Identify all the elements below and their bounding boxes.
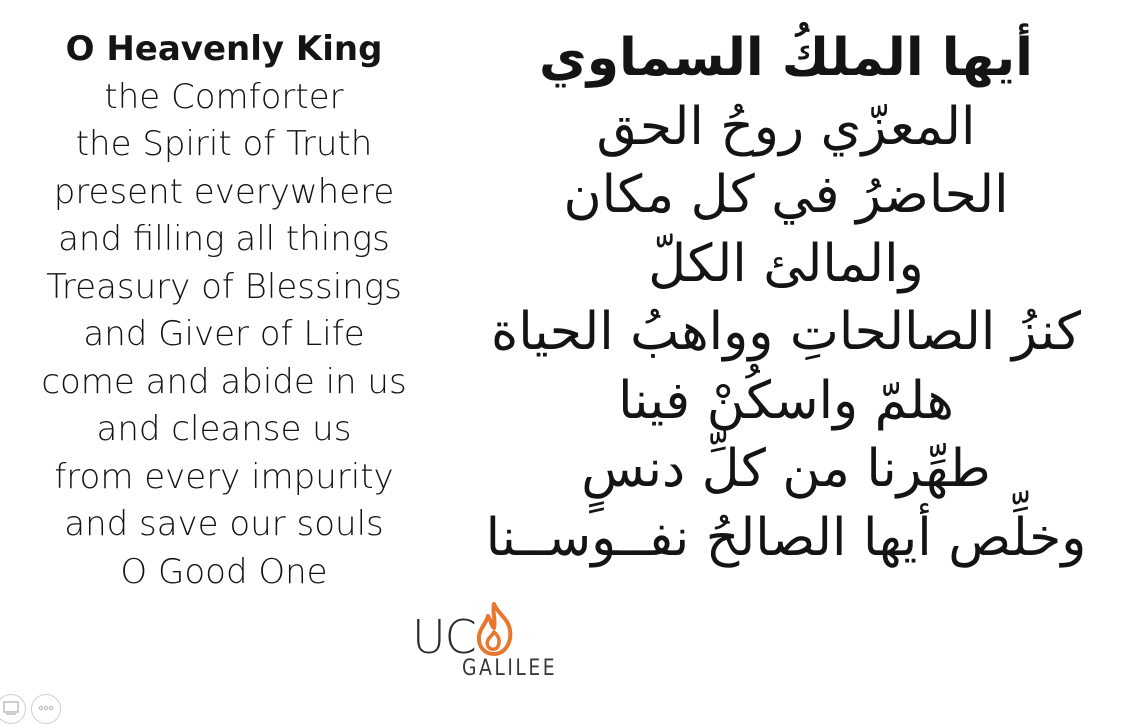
arabic-line: المعزّي روحُ الحق	[596, 96, 976, 157]
english-line: present everywhere	[53, 171, 395, 212]
english-line: and save our souls	[64, 504, 384, 544]
english-line: and Giver of Life	[83, 314, 365, 354]
arabic-line: هلمّ واسكُنْ فينا	[618, 370, 954, 431]
english-line: come and abide in us	[41, 361, 407, 402]
english-prayer	[24, 26, 424, 596]
arabic-line: طهِّرنا من كلِّ دنسٍ	[581, 439, 991, 499]
english-line: from every impurity	[54, 456, 394, 497]
english-line: and cleanse us	[96, 409, 352, 449]
arabic-title: أيها الملكُ السماوي	[539, 28, 1033, 88]
arabic-line: الحاضرُ في كل مكان	[563, 165, 1009, 225]
more-options-button[interactable]	[31, 694, 61, 724]
english-line: the Comforter	[104, 76, 344, 117]
slides-icon	[3, 701, 19, 715]
english-title: O Heavenly King	[65, 29, 383, 69]
arabic-prayer	[452, 24, 1120, 572]
english-line: the Spirit of Truth	[75, 124, 373, 164]
logo-subtitle: GALILEE	[462, 656, 558, 681]
arabic-line: وخلِّص أيها الصالحُ نفــوســنا	[485, 507, 1087, 568]
uc-galilee-logo	[412, 600, 562, 686]
english-line: Treasury of Blessings	[46, 266, 402, 307]
logo-mark: UC	[412, 610, 476, 664]
arabic-line: كنزُ الصالحاتِ وواهبُ الحياة	[491, 302, 1081, 362]
slides-button[interactable]	[0, 694, 26, 724]
more-icon	[38, 701, 54, 715]
english-line: O Good One	[120, 551, 328, 592]
flame-icon	[474, 602, 516, 656]
arabic-line: والمالئ الكلّ	[648, 233, 924, 294]
english-line: and filling all things	[58, 219, 390, 259]
